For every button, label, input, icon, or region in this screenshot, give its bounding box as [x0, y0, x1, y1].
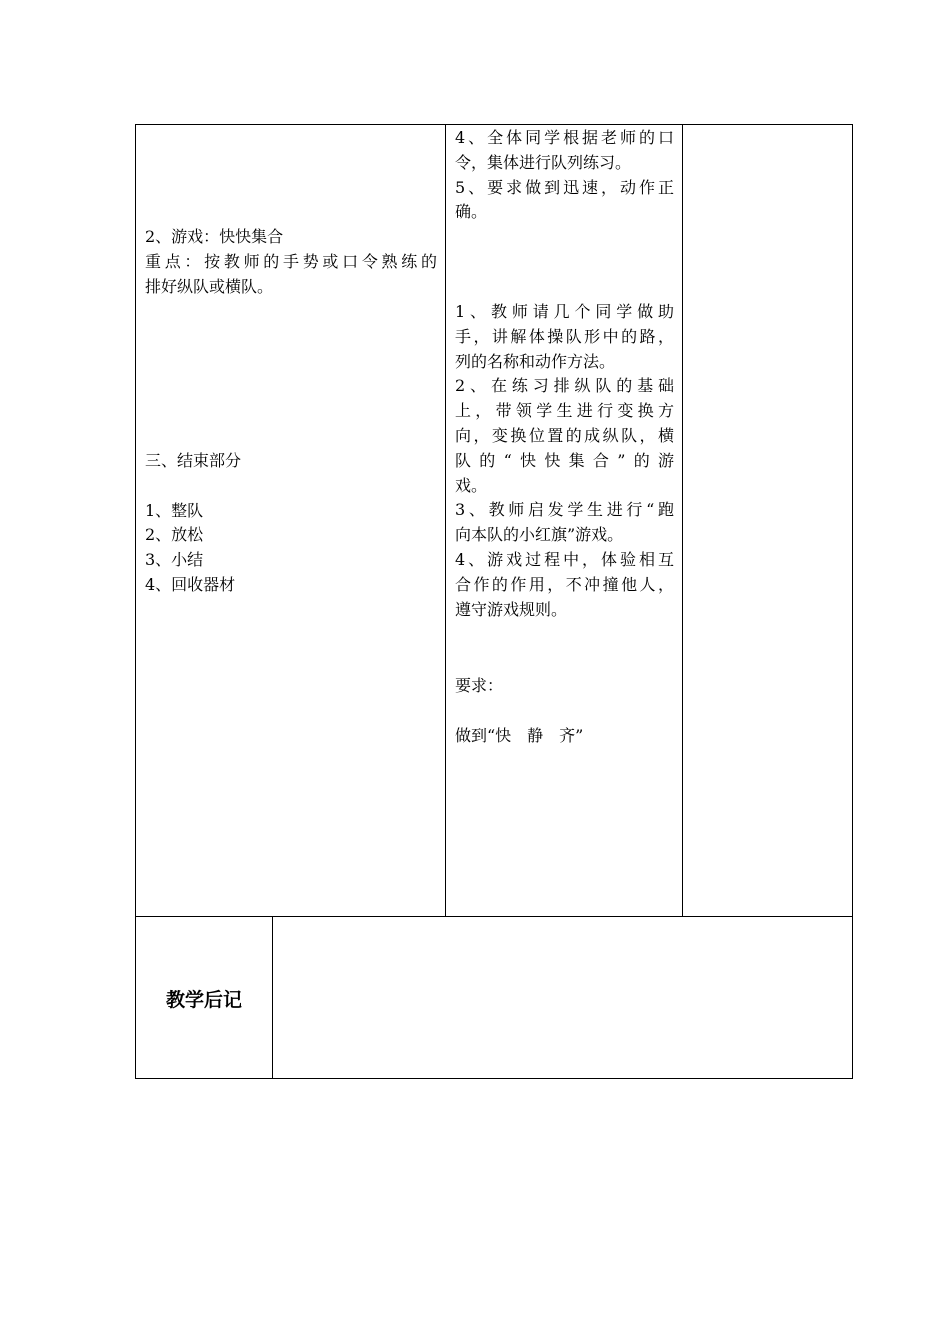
col2-requirement-block — [455, 674, 674, 748]
section3-item: 1、整队 — [145, 500, 204, 520]
col2-method-block — [455, 300, 674, 622]
section3-item: 4、回收器材 — [145, 574, 236, 594]
col2-line: 遵守游戏规则。 — [455, 599, 568, 619]
col2-line: 2、在练习排纵队的基础 — [455, 376, 674, 396]
col2-line: 上，带领学生进行变换方 — [455, 401, 674, 421]
col2-line: 手，讲解体操队形中的路， — [455, 326, 674, 346]
table-bottom-border — [135, 1078, 853, 1079]
requirement-text: 做到“快 静 齐” — [455, 725, 584, 745]
col2-drill-block — [455, 126, 674, 225]
section3-item: 3、小结 — [145, 550, 204, 570]
col2-line: 5、要求做到迅速，动作正 — [455, 177, 674, 197]
teaching-notes-label: 教学后记 — [165, 989, 242, 1011]
col2-line: 1、教师请几个同学做助 — [455, 302, 674, 321]
col2-line: 令，集体进行队列练习。 — [455, 152, 632, 172]
column-divider-1 — [445, 124, 446, 916]
requirement-label: 要求： — [455, 676, 504, 695]
col1-line: 2、游戏：快快集合 — [145, 227, 284, 246]
col2-line: 戏。 — [455, 475, 488, 495]
section3-title: 三、结束部分 — [145, 451, 242, 470]
teaching-notes-cell[interactable] — [273, 917, 852, 1078]
col2-line: 列的名称和动作方法。 — [455, 351, 616, 371]
col2-line: 合作的作用，不冲撞他人， — [455, 574, 674, 594]
table-top-border — [135, 124, 853, 125]
col1-line: 排好纵队或横队。 — [145, 276, 274, 296]
col1-closing-block — [145, 449, 437, 598]
column-divider-2 — [682, 124, 683, 916]
section3-item: 2、放松 — [145, 525, 204, 545]
col2-line: 向本队的小红旗”游戏。 — [455, 525, 624, 545]
col2-line: 向，变换位置的成纵队，横 — [455, 425, 674, 445]
table-left-border — [135, 124, 136, 1079]
col2-line: 3、教师启发学生进行“跑 — [455, 500, 674, 520]
col1-line: 重点：按教师的手势或口令熟练的 — [145, 251, 437, 271]
col2-line: 队的“快快集合”的游 — [455, 450, 674, 470]
col2-line: 4、游戏过程中，体验相互 — [455, 549, 674, 569]
col2-line: 4、全体同学根据老师的口 — [455, 128, 674, 147]
col2-line: 确。 — [455, 202, 488, 222]
table-right-border — [852, 124, 853, 1079]
col1-game-block — [145, 225, 437, 299]
